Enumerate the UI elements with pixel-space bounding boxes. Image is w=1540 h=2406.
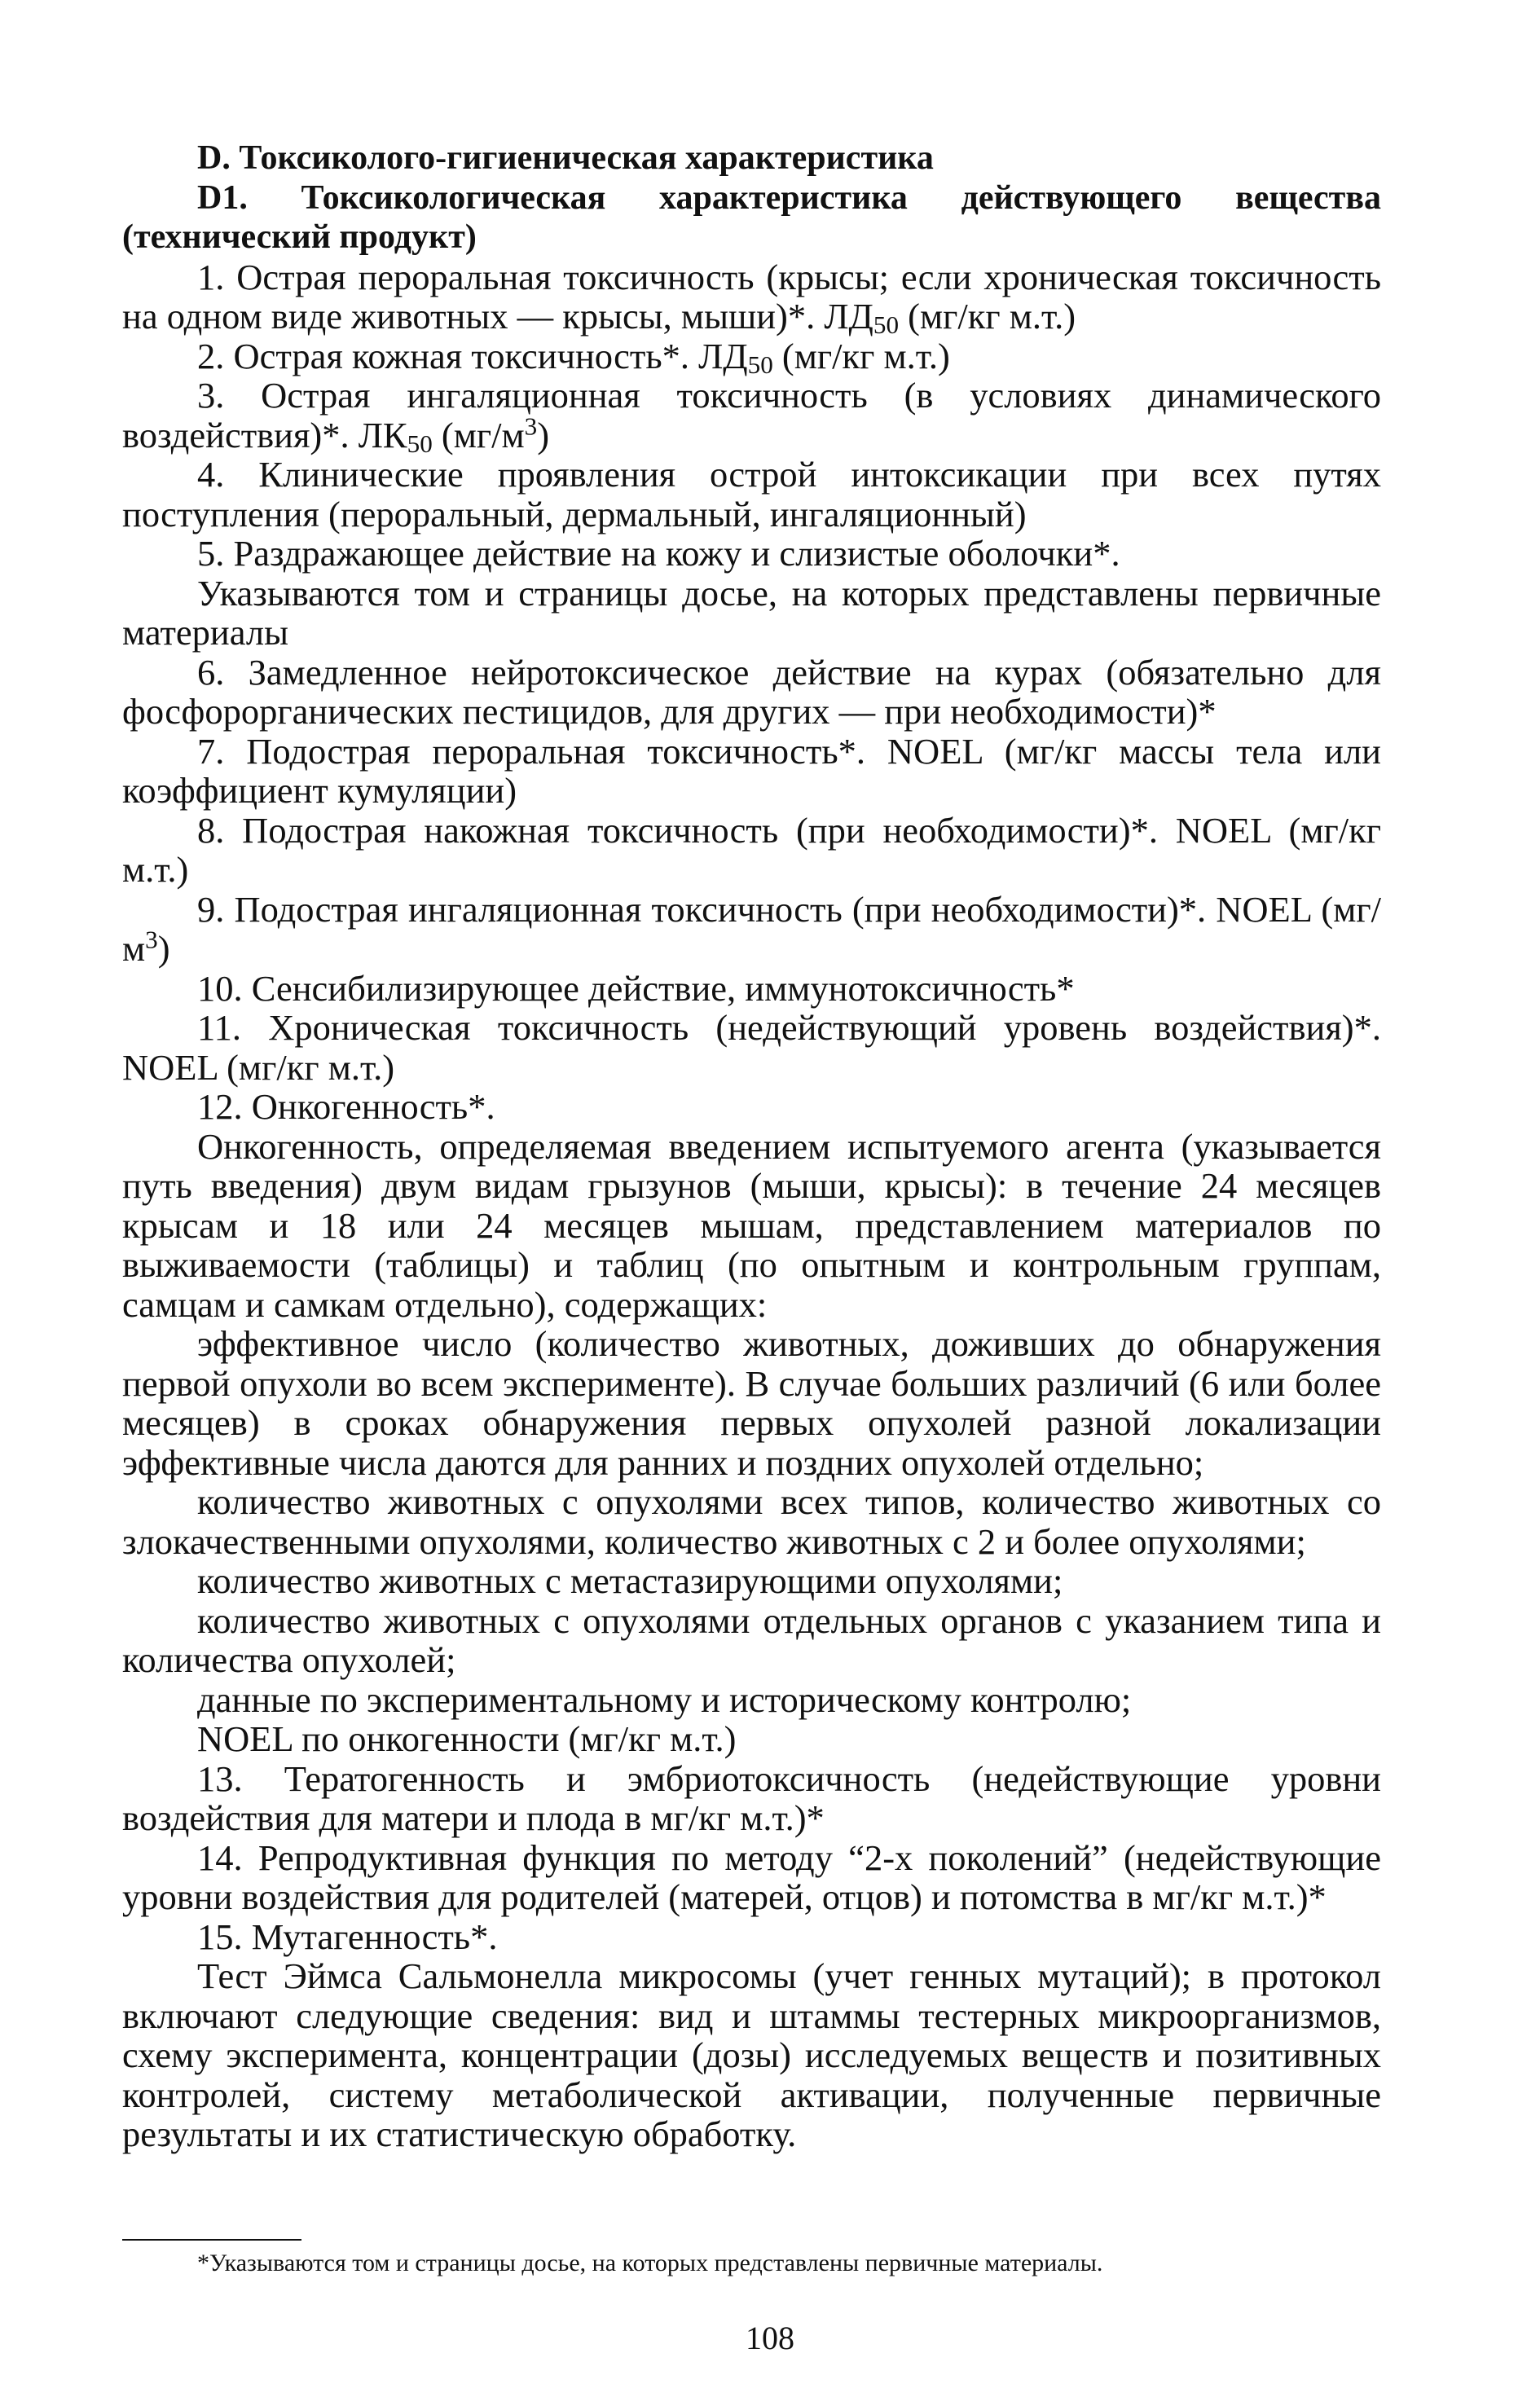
item-2: 2. Острая кожная токсичность*. $ЛД_{50}$ (мг/кг м.т.) [197,335,950,379]
item-15: 15. Мутагенность*. [197,1916,498,1957]
item-5: 5. Раздражающее действие на кожу и слизистые оболочки*. [197,533,1120,574]
item-11: 11. Хроническая токсичность (недействующий уровень воздействия)*. NOEL (мг/кг м.т.) [122,1007,1381,1088]
oncogenicity-effective-number: эффективное число (количество животных, доживших до обнаружения первой опухоли во всем эксперименте). В случае больших различий (6 или более месяцев) в сроках обнаружения первых опухолей разной локализации эффективные числа даются для ранних и поздних опухолей отдельно; [122,1323,1381,1483]
page-body [122,139,1381,2154]
item-6: 6. Замедленное нейротоксическое действие на курах (обязательно для фосфорорганических пестицидов, для других — при необходимости)* [122,651,1381,732]
section-title: D. Токсиколого-гигиеническая характеристика [197,139,934,177]
item-10: 10. Сенсибилизирующее действие, иммунотоксичность* [197,967,1075,1009]
item-9: 9. Подострая ингаляционная токсичность (при необходимости)*. NOEL $(мг/м^3)$ [122,888,1381,969]
oncogenicity-description: Онкогенность, определяемая введением испытуемого агента (указывается путь введения) двум видам грызунов (мыши, крысы): в течение 24 месяцев крысам и 18 или 24 месяцев мышам, представлением материалов по выживаемости (таблицы) и таблиц (по опытным и контрольным группам, самцам и самкам отдельно), содержащих: [122,1125,1381,1325]
item-12: 12. Онкогенность*. [197,1086,495,1127]
item-3: 3. Острая ингаляционная токсичность (в условиях динамического воздействия)*. $ЛК_{50}$ $(мг/м^3)$ [122,375,1381,458]
item-4: 4. Клинические проявления острой интоксикации при всех путях поступления (пероральный, дермальный, ингаляционный) [122,454,1381,534]
item-7: 7. Подострая пероральная токсичность*. NOEL (мг/кг массы тела или коэффициент кумуляции) [122,730,1381,811]
item-8: 8. Подострая накожная токсичность (при необходимости)*. NOEL (мг/кг м.т.) [122,809,1381,890]
item-13: 13. Тератогенность и эмбриотоксичность (недействующие уровни воздействия для матери и плода в мг/кг м.т.)* [122,1757,1381,1838]
oncogenicity-metastatic: количество животных с метастазирующими опухолями; [197,1560,1063,1601]
oncogenicity-organs: количество животных с опухолями отдельных органов с указанием типа и количества опухолей; [122,1599,1381,1680]
subsection-title: D1. Токсикологическая характеристика действующего вещества (технический продукт) [122,178,1381,256]
ames-test-description: Тест Эймса Сальмонелла микросомы (учет генных мутаций); в протокол включают следующие сведения: вид и штаммы тестерных микроорганизмов, схему эксперимента, концентрации (дозы) исследуемых веществ и позитивных контролей, систему метаболической активации, полученные первичные результаты и их статистическую обработку. [122,1955,1381,2154]
oncogenicity-controls: данные по экспериментальному и историческому контролю; [197,1678,1132,1720]
oncogenicity-noel: NOEL по онкогенности (мг/кг м.т.) [197,1718,737,1759]
note-primary-materials: Указываются том и страницы досье, на которых представлены первичные материалы [122,572,1381,653]
footnote-divider [122,2239,301,2241]
item-1: 1. Острая пероральная токсичность (крысы; если хроническая токсичность на одном виде животных — крысы, мыши)*. $ЛД_{50}$ (мг/кг м.т.) [122,256,1381,340]
footnote: *Указываются том и страницы досье, на которых представлены первичные материалы. [197,2250,1103,2276]
item-14: 14. Репродуктивная функция по методу “2-х поколений” (недействующие уровни воздействия для родителей (матерей, отцов) и потомства в мг/кг м.т.)* [122,1836,1381,1917]
page-number: 108 [746,2320,794,2356]
oncogenicity-tumor-counts: количество животных с опухолями всех типов, количество животных со злокачественными опухолями, количество животных с 2 и более опухолями; [122,1481,1381,1562]
